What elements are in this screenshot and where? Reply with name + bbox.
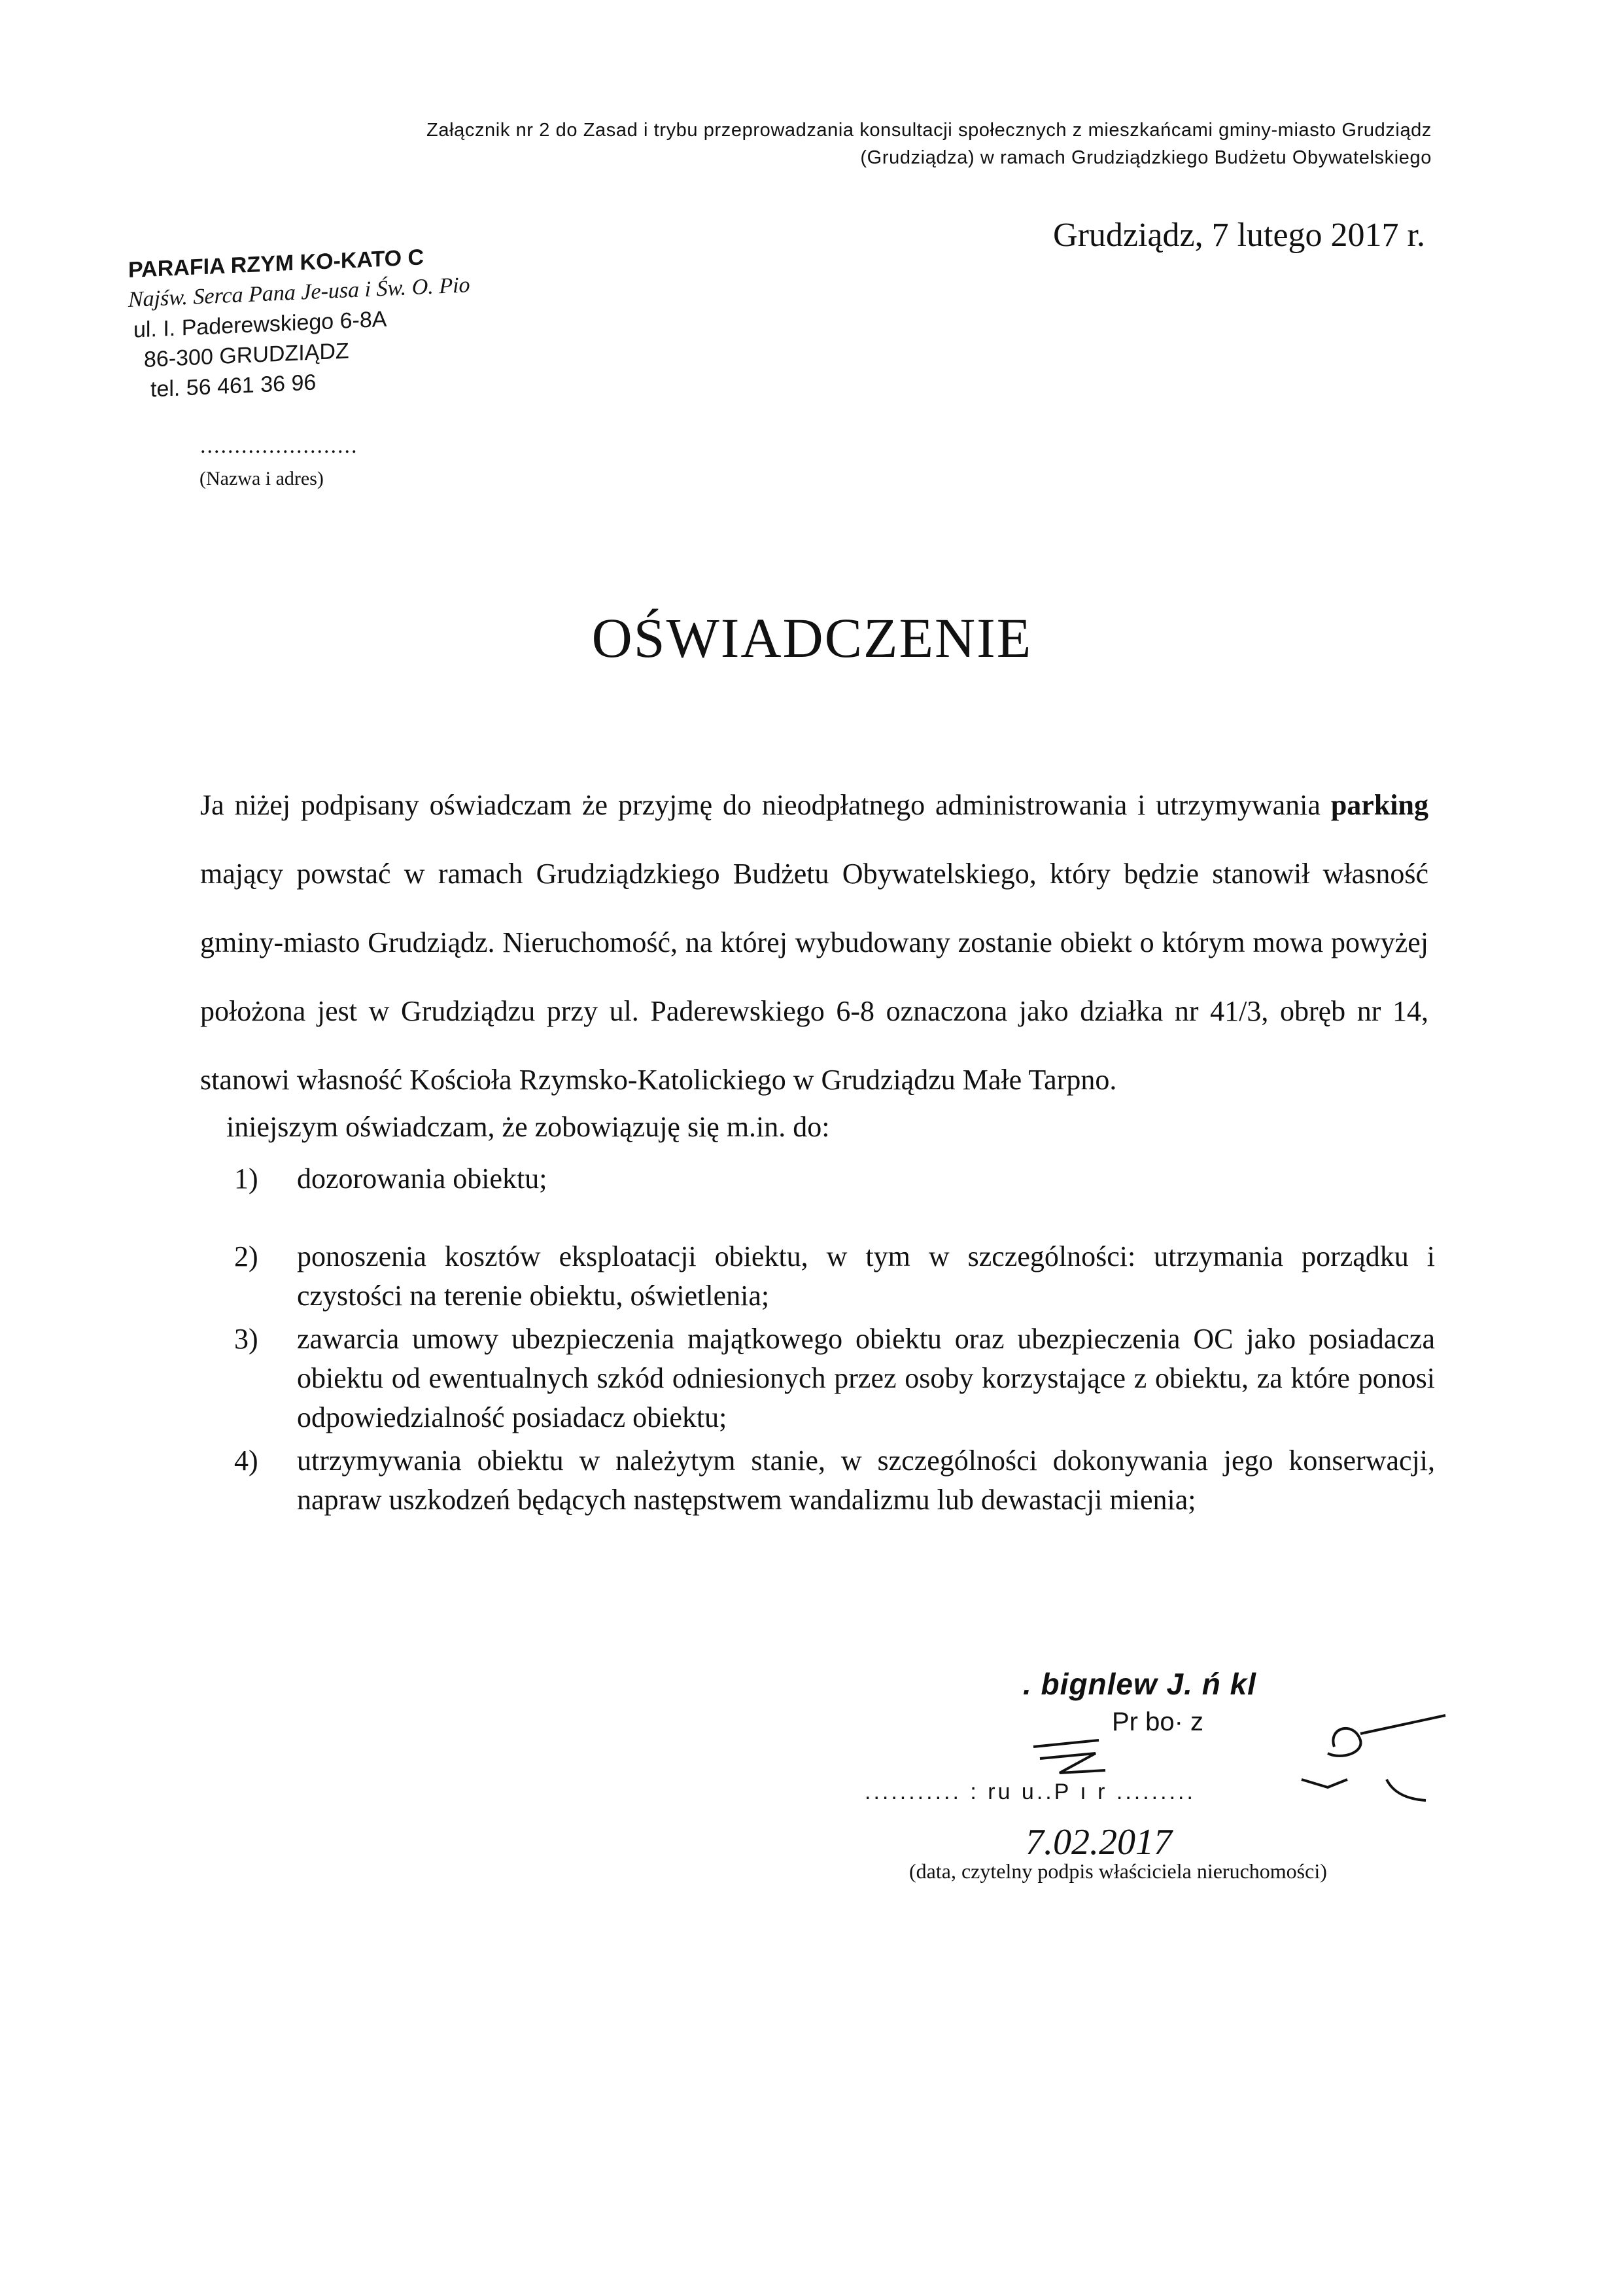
stamp-line-3: ul. I. Paderewskiego 6-8A <box>133 306 387 343</box>
list-item <box>222 1159 1435 1199</box>
name-address-label: (Nazwa i adres) <box>199 468 324 489</box>
signature-date: 7.02.2017 <box>1026 1822 1172 1863</box>
signature-line: ........... : ru u..P ı r ......... <box>865 1779 1196 1804</box>
list-item-number: 2) <box>234 1240 258 1272</box>
list-item-text: zawarcia umowy ubezpieczenia majątkowego obiektu oraz ubezpieczenia OC jako posiadacza obiektu od ewentualnych szkód odniesionych przez osoby korzystające z obiektu, za które ponosi odpowiedzialność posiadacz obiektu; <box>297 1323 1435 1433</box>
name-address-dots: ....................... <box>200 434 358 458</box>
obligation-intro: iniejszym oświadczam, że zobowiązuję się m.in. do: <box>226 1111 830 1143</box>
stamp-line-1: PARAFIA RZYM KO-KATO C <box>128 245 424 283</box>
stamp-line-5: tel. 56 461 36 96 <box>150 370 317 402</box>
annex-line-1: Załącznik nr 2 do Zasad i trybu przeprowadzania konsultacji społecznych z mieszkańcami gminy-miasto Grudziądz <box>426 120 1432 141</box>
paragraph-bold-word: parking <box>1330 789 1428 821</box>
obligation-list <box>222 1159 1435 1520</box>
list-item-number: 3) <box>234 1323 258 1355</box>
signature-stamp-role: Pr bo· z <box>1112 1708 1204 1736</box>
signature-caption: (data, czytelny podpis właściciela nieruchomości) <box>909 1859 1327 1883</box>
declaration-paragraph <box>200 771 1428 1114</box>
list-item <box>222 1237 1435 1316</box>
document-title: OŚWIADCZENIE <box>591 606 1033 669</box>
list-item <box>222 1320 1435 1437</box>
list-item-text: utrzymywania obiektu w należytym stanie, w szczególności dokonywania jego konserwacji, napraw uszkodzeń będących następstwem wandalizmu lub dewastacji mienia; <box>297 1445 1435 1516</box>
stamp-line-4: 86-300 GRUDZIĄDZ <box>144 338 349 372</box>
signature-stamp-name: . bignlew J. ń kl <box>1023 1667 1256 1701</box>
list-item-number: 4) <box>234 1445 258 1477</box>
list-item-text: dozorowania obiektu; <box>297 1163 547 1195</box>
stamp-line-2: Najśw. Serca Pana Je-usa i Św. O. Pio <box>128 273 470 312</box>
list-item-text: ponoszenia kosztów eksploatacji obiektu, w tym w szczególności: utrzymania porządku i czystości na terenie obiektu, oświetlenia; <box>297 1240 1435 1312</box>
document-date: Grudziądz, 7 lutego 2017 r. <box>1053 217 1425 254</box>
parish-stamp <box>128 240 470 406</box>
annex-line-2: (Grudziądza) w ramach Grudziądzkiego Budżetu Obywatelskiego <box>860 147 1432 168</box>
paragraph-text-a: Ja niżej podpisany oświadczam że przyjmę do nieodpłatnego administrowania i utrzymywania <box>200 789 1331 821</box>
list-item <box>222 1441 1435 1520</box>
paragraph-text-b: mający powstać w ramach Grudziądzkiego Budżetu Obywatelskiego, który będzie stanowił własność gminy-miasto Grudziądz. Nieruchomość, na której wybudowany zostanie obiekt o którym mowa powyżej położona jest w Grudziądzu przy ul. Paderewskiego 6-8 oznaczona jako działka nr 41/3, obręb nr 14, stanowi własność Kościoła Rzymsko-Katolickiego w Grudziądzu Małe Tarpno. <box>200 858 1428 1096</box>
list-item-number: 1) <box>234 1163 258 1195</box>
annex-header <box>320 116 1432 171</box>
